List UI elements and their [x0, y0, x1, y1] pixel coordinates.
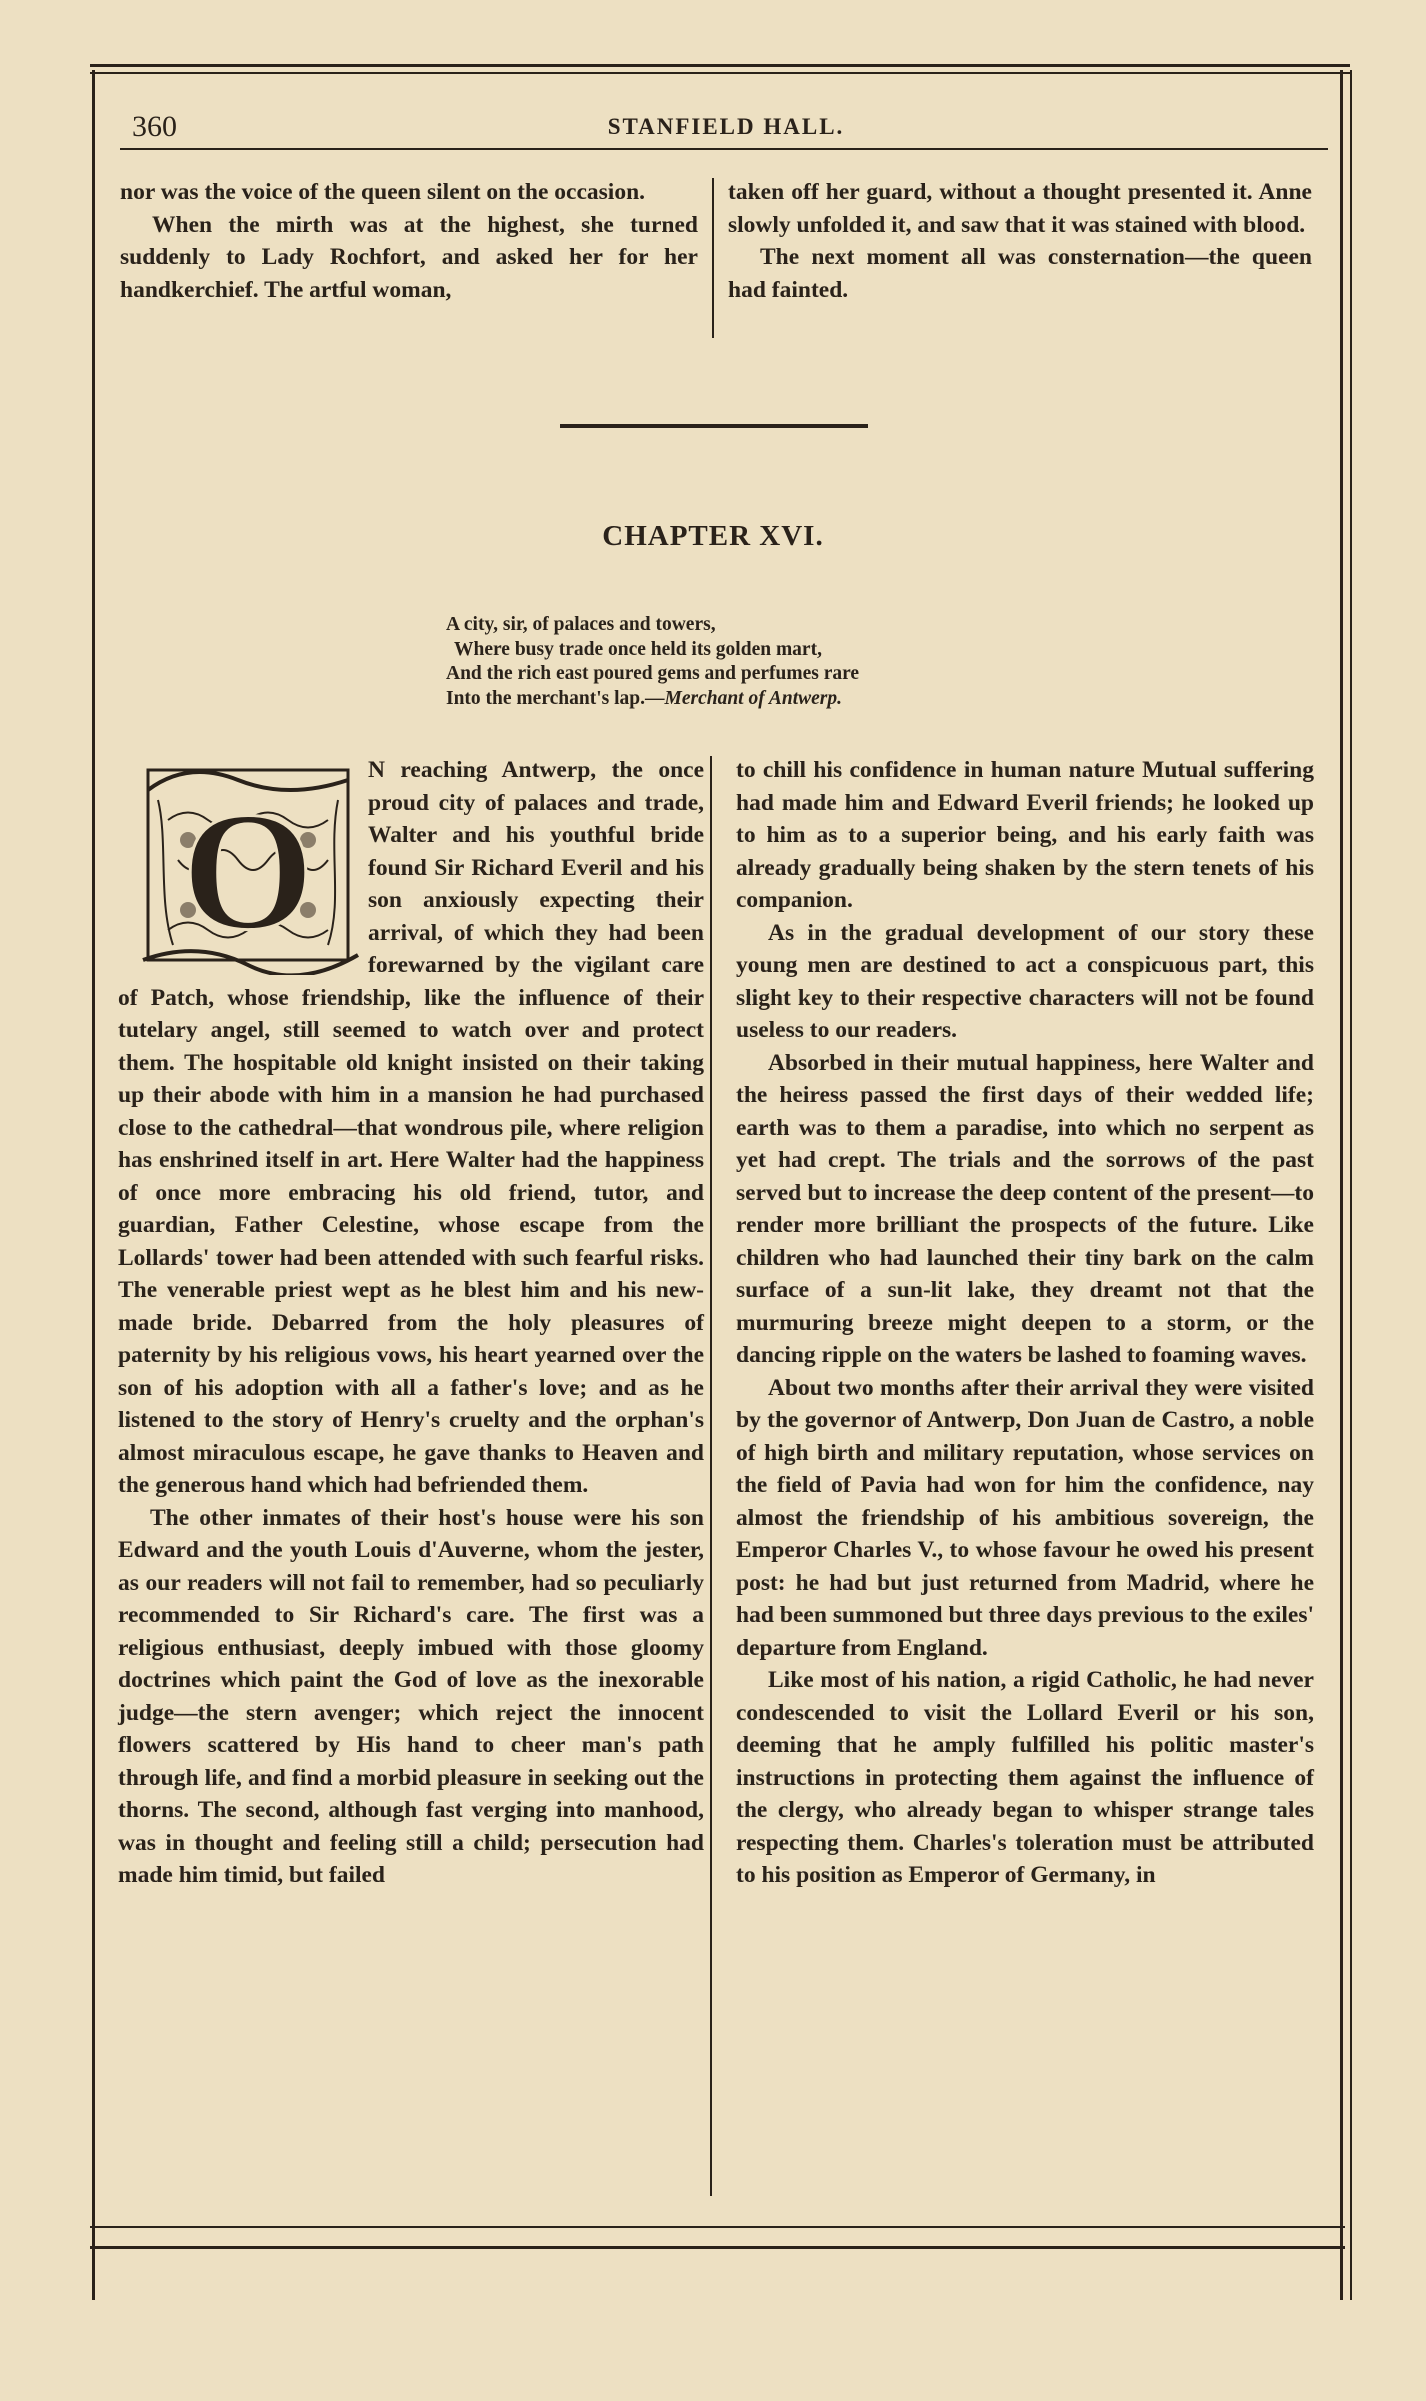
top-right-column	[728, 176, 1312, 306]
paragraph: Like most of his nation, a rigid Catholic, he had never condescended to visit the Lollard Everil or his son, deeming that he amply fulfilled his politic master's instructions in protecting them against the influence of the clergy, who already began to whisper strange tales respecting them. Charles's toleration must be attributed to his position as Emperor of Germany, in	[736, 1667, 1314, 1888]
bottom-border-rule	[90, 2246, 1345, 2249]
paragraph: to chill his confidence in human nature Mutual suffering had made him and Edward Everil friends; he looked up to him as to a superior being, and his early faith was already gradually being shaken by the stern tenets of his companion.	[736, 757, 1314, 913]
right-border-line-outer	[1350, 70, 1352, 2300]
paragraph: Absorbed in their mutual happiness, here Walter and the heiress passed the first days of their wedded life; earth was to them a paradise, into which no serpent as yet had crept. The trials and the sorrows of the past served but to increase the deep content of the present—to render more brilliant the prospects of the future. Like children who had launched their tiny bark on the calm surface of a sun-lit lake, they dreamt not that the murmuring breeze might deepen to a storm, or the dancing ripple on the waters be lashed to foaming waves.	[736, 1049, 1314, 1368]
header-rule	[120, 148, 1328, 150]
page-number: 360	[132, 110, 177, 143]
epigraph-line-last: Into the merchant's lap.—Merchant of Antwerp.	[446, 687, 842, 709]
top-left-column	[120, 176, 698, 306]
paragraph: The other inmates of their host's house were his son Edward and the youth Louis d'Auverne, whom the jester, as our readers will not fail to remember, had so peculiarly recommended to Sir Richard's care. The first was a religious enthusiast, deeply imbued with those gloomy doctrines which paint the God of love as the inexorable judge—the stern avenger; which reject the innocent flowers scattered by His hand to cheer man's path through life, and find a morbid pleasure in seeking out the thorns. The second, although fast verging into manhood, was in thought and feeling still a child; persecution had made him timid, but failed	[118, 1504, 704, 1888]
body-left-column	[118, 754, 704, 1892]
epigraph-line: Where busy trade once held its golden mart,	[454, 638, 822, 660]
paragraph: When the mirth was at the highest, she turned suddenly to Lady Rochfort, and asked her for her handkerchief. The artful woman,	[120, 211, 698, 303]
paragraph: As in the gradual development of our story these young men are destined to act a conspicuous part, this slight key to their respective characters will not be found useless to our readers.	[736, 919, 1314, 1043]
body-column-divider	[710, 756, 712, 2196]
right-border-line	[1340, 70, 1343, 2300]
paragraph: N reaching Antwerp, the once proud city of palaces and trade, Walter and his youthful bride found Sir Richard Everil and his son anxiously expecting their arrival, of which they had been forewarned by the vigilant care of Patch, whose friendship, like the influence of their tutelary angel, still seemed to watch over and protect them. The hospitable old knight insisted on their taking up their abode with him in a mansion he had purchased close to the cathedral—that wondrous pile, where religion has enshrined itself in art. Here Walter had the happiness of once more embracing his old friend, tutor, and guardian, Father Celestine, whose escape from the Lollards' tower had been attended with such fearful risks. The venerable priest wept as he blest him and his new-made bride. Debarred from the holy pleasures of paternity by his religious vows, his heart yearned over the son of his adoption with all a father's love; and as he listened to the story of Henry's cruelty and the orphan's almost miraculous escape, he gave thanks to Heaven and the generous hand which had befriended them.	[118, 757, 704, 1498]
running-title: STANFIELD HALL.	[607, 114, 845, 139]
chapter-title: CHAPTER XVI.	[602, 520, 824, 552]
epigraph-line: And the rich east poured gems and perfumes rare	[446, 663, 860, 684]
paragraph: nor was the voice of the queen silent on the occasion.	[120, 179, 646, 205]
bottom-border-rule-inner	[90, 2226, 1345, 2228]
epigraph-source: Merchant of Antwerp.	[664, 687, 842, 709]
paragraph: taken off her guard, without a thought presented it. Anne slowly unfolded it, and saw that it was stained with blood.	[728, 179, 1312, 238]
paragraph: The next moment all was consternation—the queen had fainted.	[728, 244, 1312, 303]
top-border-rule	[90, 64, 1350, 67]
epigraph-line: A city, sir, of palaces and towers,	[446, 614, 716, 635]
chapter-separator-rule	[560, 424, 868, 428]
dropcap-letter: O	[181, 777, 315, 965]
top-column-divider	[712, 178, 714, 338]
paragraph: About two months after their arrival they were visited by the governor of Antwerp, Don Juan de Castro, a noble of high birth and military reputation, whose services on the field of Pavia had won for him the confidence, nay almost the friendship of his ambitious sovereign, the Emperor Charles V., to whose favour he owed his present post: he had but just returned from Madrid, where he had been summoned but three days previous to the exiles' departure from England.	[736, 1374, 1314, 1661]
epigraph	[446, 613, 1066, 711]
dropcap-float-spacer	[118, 754, 368, 980]
body-right-column	[736, 754, 1314, 1892]
left-border-line	[92, 70, 95, 2300]
top-border-rule-inner	[90, 72, 1350, 74]
page-header	[132, 108, 1320, 152]
